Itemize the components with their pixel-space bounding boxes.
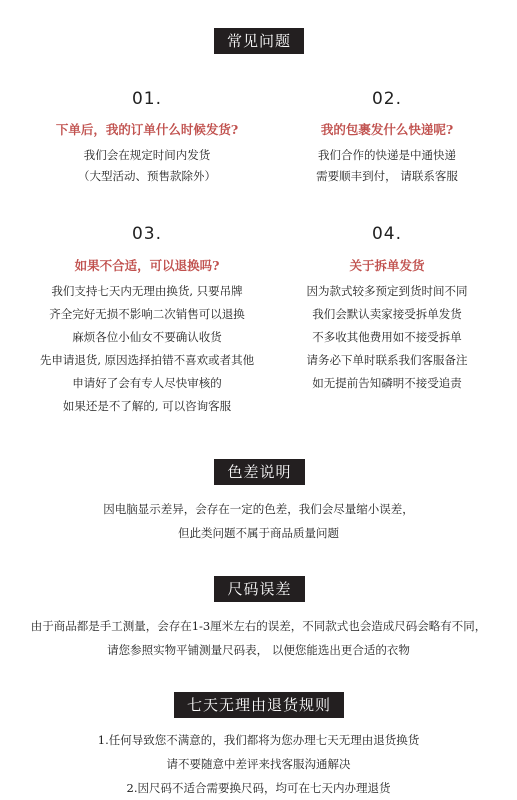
faq-4-answer-line: 不多收其他费用如不接受拆单 [312, 330, 462, 344]
color-diff-line: 因电脑显示差异，会存在一定的色差，我们会尽量缩小误差， [103, 502, 414, 516]
faq-4-number: 04. [371, 224, 403, 244]
faq-3-answer-line: 如果还是不了解的, 可以咨询客服 [62, 399, 232, 413]
faq-2-answer-line: 需要顺丰到付， 请联系客服 [316, 169, 458, 183]
faq-1-question: 下单后，我的订单什么时候发货? [55, 122, 239, 137]
faq-2-number: 02. [371, 89, 403, 109]
faq-4-answer-line: 请务必下单时联系我们客服备注 [306, 353, 468, 367]
faq-4-answer [262, 280, 512, 395]
color-diff-title: 色差说明 [214, 459, 305, 485]
faq-2-answer [262, 145, 512, 187]
faq-1-answer-line: （大型活动、预售款除外） [78, 169, 216, 183]
faq-3-number: 03. [131, 224, 163, 244]
size-error-line: 请您参照实物平铺测量尺码表， 以便您能选出更合适的衣物 [107, 643, 410, 657]
faq-3-answer-line: 齐全完好无损不影响二次销售可以退换 [49, 307, 245, 321]
faq-1-answer-line: 我们会在规定时间内发货 [83, 148, 211, 162]
color-diff-text [0, 497, 517, 545]
faq-3-question: 如果不合适，可以退换吗? [74, 258, 220, 273]
faq-3-answer-line: 先申请退货, 原因选择拍错不喜欢或者其他 [39, 353, 255, 367]
faq-4-question: 关于拆单发货 [349, 258, 425, 273]
faq-4-answer-line: 如无提前告知磷明不接受追责 [312, 376, 462, 390]
faq-3-answer-line: 麻烦各位小仙女不要确认收货 [72, 330, 222, 344]
faq-2-question: 我的包裹发什么快递呢? [320, 122, 454, 137]
return-policy-text [0, 728, 517, 800]
return-policy-line: 2.因尺码不适合需要换尺码，均可在七天内办理退货 [126, 781, 391, 795]
faq-3-answer-line: 申请好了会有专人尽快审核的 [72, 376, 222, 390]
faq-3-answer [22, 280, 272, 418]
faq-1-answer [22, 145, 272, 187]
return-policy-title: 七天无理由退货规则 [174, 692, 344, 718]
color-diff-line: 但此类问题不属于商品质量问题 [178, 526, 339, 540]
faq-4-answer-line: 我们会默认卖家接受拆单发货 [312, 307, 462, 321]
faq-4-answer-line: 因为款式较多预定到货时间不同 [306, 284, 468, 298]
size-error-line: 由于商品都是手工测量，会存在1-3厘米左右的误差，不同款式也会造成尺码会略有不同， [30, 619, 487, 633]
size-error-text [0, 614, 517, 662]
faq-1-number: 01. [131, 89, 163, 109]
return-policy-line: 请不要随意中差评来找客服沟通解决 [166, 757, 351, 771]
faq-3-answer-line: 我们支持七天内无理由换货, 只要吊牌 [51, 284, 243, 298]
faq-title: 常见问题 [214, 28, 304, 54]
faq-2-answer-line: 我们合作的快递是中通快递 [318, 148, 456, 162]
size-error-title: 尺码误差 [214, 576, 305, 602]
return-policy-line: 1.任何导致您不满意的，我们都将为您办理七天无理由退货换货 [97, 733, 420, 747]
